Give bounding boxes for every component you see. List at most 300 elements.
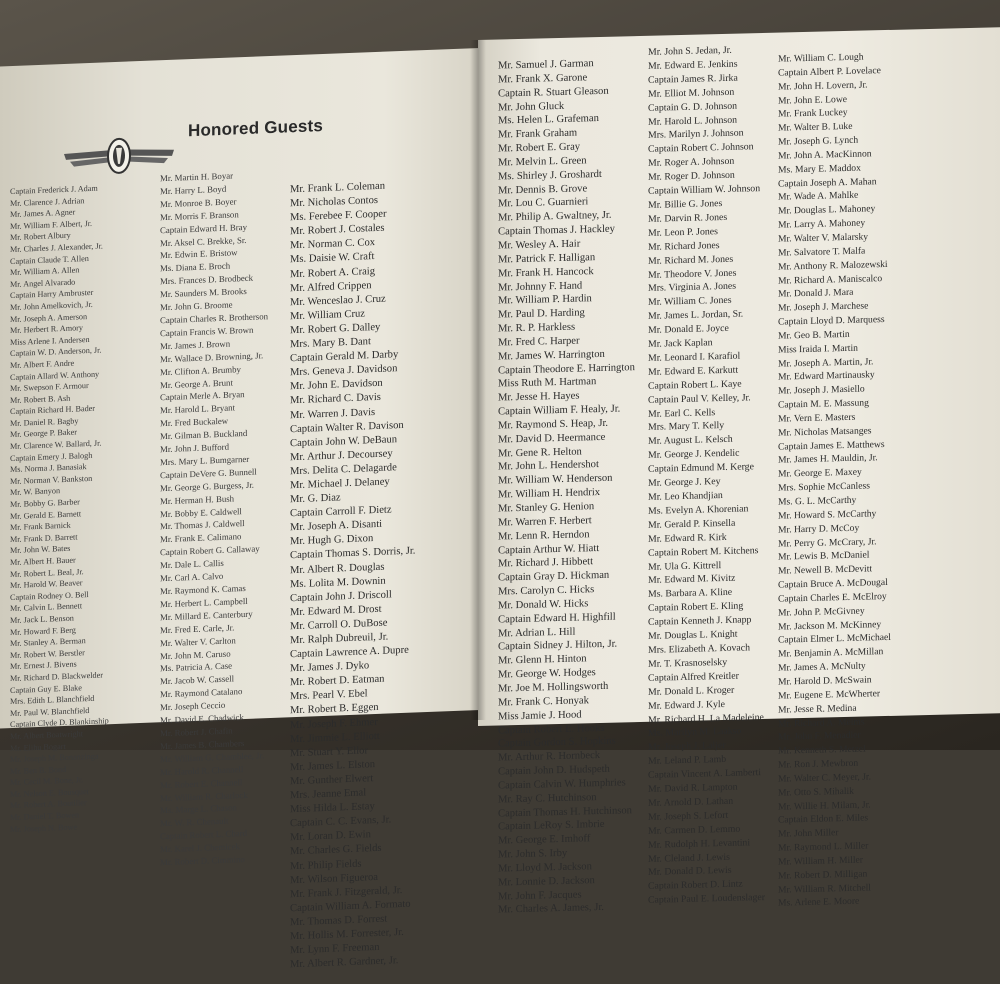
guest-name: Mr. Joseph J. Marchese bbox=[778, 300, 869, 314]
guest-name: Mr. Edward R. Kirk bbox=[648, 531, 727, 545]
guest-name: Mr. Richard M. Jones bbox=[648, 253, 734, 267]
guest-name: Mr. Leon P. Jones bbox=[648, 225, 718, 239]
guest-name: Mr. Howard F. Berg bbox=[10, 625, 76, 637]
guest-name: Mr. Fred C. Harper bbox=[498, 335, 580, 349]
guest-name: Mr. Robert B. Eggen bbox=[290, 702, 379, 717]
guest-name: Mr. Willie H. Milam, Jr. bbox=[778, 798, 871, 813]
guest-name: Mr. Harold W. Beaver bbox=[10, 578, 83, 591]
guest-name: Captain Merle A. Bryan bbox=[160, 389, 245, 403]
guest-name: Mr. Donald J. Mara bbox=[778, 287, 854, 301]
guest-name: Mr. Wilson Figueroa bbox=[290, 871, 378, 886]
guest-name: Captain Frederick J. Adam bbox=[10, 183, 98, 197]
guest-name: Miss Hilda L. Estay bbox=[290, 801, 375, 816]
guest-name: Mr. Stanley A. Berman bbox=[10, 636, 86, 649]
guest-name: Captain Robert C. Johnson bbox=[648, 141, 754, 156]
guest-name: Mr. Stanley G. Henion bbox=[498, 501, 595, 515]
guest-name: Mr. Raymond S. Heap, Jr. bbox=[498, 417, 609, 432]
guest-name: Mr. Richard J. Hibbett bbox=[498, 556, 594, 570]
guest-name: Mr. Joseph F. Ehmer bbox=[290, 716, 378, 731]
right-page bbox=[478, 27, 1000, 916]
guest-name: Mr. Albert F. Andre bbox=[10, 358, 75, 370]
guest-name: Mr. Melvin L. Green bbox=[498, 155, 587, 169]
guest-name: Mr. Martin H. Boyar bbox=[160, 170, 234, 184]
guest-name: Mr. Leo Khandjian bbox=[648, 490, 723, 503]
guest-name: Mr. Gunther Elwert bbox=[290, 773, 374, 788]
guest-name: Mr. George E. Imhoff bbox=[498, 833, 591, 847]
guest-name: Mr. Arthur R. Hornbeck bbox=[498, 750, 601, 764]
guest-name: Mr. Patrick F. Halligan bbox=[498, 251, 596, 266]
guest-name: Mr. Joseph Ceccio bbox=[160, 699, 226, 713]
guest-name: Miss Ruth M. Hartman bbox=[498, 376, 597, 390]
guest-name: Captain Rodney O. Bell bbox=[10, 589, 89, 602]
guest-name: Mr. Carmen D. Lemmo bbox=[648, 823, 741, 837]
guest-name: Mr. Joseph G. Lynch bbox=[778, 134, 859, 148]
guest-name: Captain John J. Driscoll bbox=[290, 589, 392, 605]
guest-name: Mr. Daniel R. Bagby bbox=[10, 416, 79, 428]
guest-name: Mr. Larry A. Mahoney bbox=[778, 217, 866, 231]
guest-name: Mr. Theodore V. Jones bbox=[648, 267, 737, 281]
guest-name: Mr. Charles J. Alexander, Jr. bbox=[10, 241, 103, 255]
guest-name: Captain DeVere G. Bunnell bbox=[160, 466, 257, 481]
guest-name: Captain Arthur W. Hiatt bbox=[498, 542, 600, 557]
guest-name: Mr. Robert G. Dalley bbox=[290, 321, 381, 337]
guest-name: Mr. Wallace D. Browning, Jr. bbox=[160, 350, 264, 364]
guest-name: Captain Bruce A. McDougal bbox=[778, 577, 888, 591]
guest-name: Mr. James H. Mauldin, Jr. bbox=[778, 452, 878, 467]
guest-name: Captain Lawrence A. Dupre bbox=[290, 644, 409, 661]
guest-name: Mr. George A. Brunt bbox=[160, 376, 233, 390]
guest-name: Captain Robert D. Lintz bbox=[648, 878, 743, 893]
guest-name: Mr. Monroe B. Boyer bbox=[160, 196, 237, 210]
guest-name: Mr. Robert A. Craig bbox=[290, 265, 376, 280]
guest-name: Mr. William C. Lough bbox=[778, 51, 864, 65]
guest-name: Mrs. Virginia A. Jones bbox=[648, 281, 737, 295]
guest-name: Mr. Jacob W. Cassell bbox=[160, 673, 235, 687]
guest-name: Captain Richard H. Bader bbox=[10, 404, 96, 417]
guest-name: Captain Thomas S. Dorris, Jr. bbox=[290, 545, 416, 562]
guest-name: Captain Sidney J. Hilton, Jr. bbox=[498, 639, 618, 653]
guest-name: Mr. Norman C. Cox bbox=[290, 237, 376, 252]
guest-name: Captain Robert E. Hooks bbox=[498, 722, 605, 737]
guest-name: Mr. Richard C. Davis bbox=[290, 392, 381, 407]
left-page bbox=[0, 48, 480, 971]
guest-name: Mr. John Miller bbox=[778, 827, 839, 840]
guest-name: Mr. Harold D. McSwain bbox=[778, 674, 872, 688]
guest-name: Ms. Barbara A. Kline bbox=[648, 587, 733, 601]
guest-name: Mr. Roger A. Johnson bbox=[648, 155, 735, 170]
guest-name: Mr. Roger D. Johnson bbox=[648, 169, 735, 184]
guest-name: Captain James R. Jirka bbox=[648, 72, 738, 86]
guest-name: Captain R. Stuart Gleason bbox=[498, 85, 609, 100]
guest-name: Mr. Richard A. Melms bbox=[778, 716, 865, 730]
guest-column-5 bbox=[648, 43, 765, 908]
guest-name: Mr. Gene R. Helton bbox=[498, 446, 582, 460]
guest-name: Captain Robert L. Kaye bbox=[648, 378, 742, 392]
guest-name: Ms. Norma J. Banasiak bbox=[10, 462, 87, 475]
guest-name: Mr. William H. Miller bbox=[778, 854, 863, 868]
guest-name: Mr. Michael J. Delaney bbox=[290, 476, 390, 492]
guest-name: Mr. Robert A. Boutilier bbox=[10, 798, 87, 811]
guest-name: Captain Carroll F. Dietz bbox=[290, 504, 392, 520]
guest-column-1 bbox=[10, 182, 109, 835]
guest-name: Mr. Leland P. Lamb bbox=[648, 754, 727, 768]
guest-name: Mr. Albert Boatwright bbox=[10, 729, 83, 741]
guest-name: Mr. Edward E. Jenkins bbox=[648, 58, 738, 72]
guest-name: Mrs. Delita C. Delagarde bbox=[290, 462, 397, 478]
guest-name: Mr. George G. Burgess, Jr. bbox=[160, 479, 254, 494]
guest-name: Mr. Ula G. Kittrell bbox=[648, 559, 722, 573]
guest-name: Mr. Thomas D. Forrest bbox=[290, 913, 388, 929]
guest-name: Mr. Vern E. Masters bbox=[778, 411, 856, 425]
guest-name: Mr. Newell B. McDevitt bbox=[778, 563, 873, 577]
guest-name: Mr. Bobby G. Barber bbox=[10, 497, 80, 510]
guest-name: Mr. Jackson M. McKinney bbox=[778, 618, 882, 633]
guest-name: Captain Lloyd D. Marquess bbox=[778, 314, 885, 328]
guest-name: Mr. John G. Broome bbox=[160, 299, 233, 313]
guest-name: Mr. Darvin R. Jones bbox=[648, 211, 728, 225]
guest-name: Mr. G. Diaz bbox=[290, 492, 341, 506]
guest-name: Captain Robert L. Chard bbox=[160, 828, 247, 842]
guest-name: Mr. Frank C. Honyak bbox=[498, 695, 589, 709]
guest-name: Mr. Eugene E. McWherter bbox=[778, 687, 881, 702]
guest-name: Mr. Albert H. Bauer bbox=[10, 555, 76, 568]
guest-name: Captain Calvin W. Humphries bbox=[498, 777, 626, 792]
guest-name: Mr. Cecil M. Bone, Jr. bbox=[10, 775, 84, 788]
guest-name: Mr. Lloyd M. Jackson bbox=[498, 861, 592, 875]
guest-name: Mr. David R. Lampton bbox=[648, 781, 738, 795]
guest-name: Mr. Robert J. Costales bbox=[290, 222, 385, 238]
guest-name: Mr. James W. Harrington bbox=[498, 348, 605, 363]
guest-name: Mr. Edward J. Kyle bbox=[648, 698, 726, 712]
guest-name: Mr. Jack Kaplan bbox=[648, 337, 713, 350]
guest-name: Mr. Albert R. Douglas bbox=[290, 561, 385, 576]
guest-name: Mr. Nelson E. Bousquet bbox=[10, 786, 89, 799]
guest-name: Mr. John F. Menadier bbox=[778, 729, 861, 744]
guest-name: Mr. William G. Chamblee, Jr. bbox=[160, 750, 265, 765]
guest-name: Captain Alfred Kreitler bbox=[648, 670, 739, 684]
guest-name: Ms. Lolita M. Downin bbox=[290, 575, 386, 590]
guest-name: Mr. John J. Bufford bbox=[160, 441, 229, 455]
guest-name: Ms. G. L. McCarthy bbox=[778, 494, 857, 508]
guest-name: Mr. Edward M. Drost bbox=[290, 603, 382, 619]
guest-name: Mr. James J. Brown bbox=[160, 338, 231, 352]
guest-name: Mr. Raymond L. Miller bbox=[778, 840, 869, 854]
guest-name: Mr. William C. Jones bbox=[648, 295, 732, 309]
guest-name: Mr. Elliot M. Johnson bbox=[648, 86, 735, 100]
guest-name: Mr. Wesley A. Hair bbox=[498, 238, 581, 252]
guest-name: Mr. Rudolph H. Levantini bbox=[648, 837, 751, 851]
guest-name: Mr. John F. Jacques bbox=[498, 889, 582, 903]
guest-name: Mr. Jesse H. Hayes bbox=[498, 390, 580, 404]
guest-name: Captain G. D. Johnson bbox=[648, 100, 737, 114]
guest-name: Mr. Clarence W. Ballard, Jr. bbox=[10, 438, 102, 452]
guest-name: Mr. Donald W. Hicks bbox=[498, 598, 589, 612]
guest-name: Mrs. Pearl V. Ebel bbox=[290, 688, 368, 703]
guest-name: Mr. Donald D. Lewis bbox=[648, 865, 732, 879]
guest-name: Mr. Kenneth S. Metzel bbox=[778, 743, 866, 757]
guest-name: Mr. Herbert L. Campbell bbox=[160, 595, 248, 610]
guest-name: Mr. Gerald E. Barnett bbox=[10, 508, 82, 521]
guest-name: Mr. Howard S. McCarthy bbox=[778, 508, 877, 522]
guest-name: Mr. W. R. Chenault bbox=[160, 815, 229, 829]
guest-name: Mr. Otto S. Mihalik bbox=[778, 785, 854, 799]
guest-name: Mr. Lenn R. Herndon bbox=[498, 528, 590, 543]
guest-name: Mr. Morris F. Branson bbox=[160, 208, 239, 223]
guest-name: Mr. James L. Jordan, Sr. bbox=[648, 308, 744, 323]
guest-name: Captain Charles R. Brotherson bbox=[160, 311, 268, 326]
guest-name: Mr. George P. Baker bbox=[10, 427, 77, 440]
page-title: Honored Guests bbox=[188, 116, 324, 141]
guest-name: Mr. Wenceslao J. Cruz bbox=[290, 293, 386, 309]
guest-name: Mr. John M. Caruso bbox=[160, 648, 231, 661]
guest-name: Mr. William P. Hardin bbox=[498, 293, 592, 307]
guest-name: Mr. Swepson F. Armour bbox=[10, 381, 89, 394]
guest-name: Mr. Frank H. Hancock bbox=[498, 265, 594, 280]
guest-name: Mr. Raymond K. Camas bbox=[160, 582, 246, 597]
guest-name: Captain Elmer L. McMichael bbox=[778, 632, 891, 647]
guest-name: Mr. George E. Maxey bbox=[778, 466, 862, 480]
guest-name: Captain Gordon S. Hopkins bbox=[498, 735, 616, 750]
guest-name: Mr. Warren J. Davis bbox=[290, 406, 376, 421]
guest-name: Mr. Harold L. Johnson bbox=[648, 114, 737, 128]
guest-name: Mr. William R. Charlock bbox=[160, 789, 248, 803]
guest-name: Mr. John S. Jedan, Jr. bbox=[648, 44, 732, 58]
guest-name: Captain Kenneth J. Knapp bbox=[648, 614, 752, 629]
guest-name: Mr. Angel Alvarado bbox=[10, 277, 76, 289]
guest-name: Mr. Leonard I. Karafiol bbox=[648, 350, 741, 364]
guest-name: Mr. William A. Allen bbox=[10, 265, 80, 278]
guest-name: Mr. Charles A. James, Jr. bbox=[498, 902, 604, 916]
guest-name: Mr. Robert D. Cimmino bbox=[160, 854, 245, 868]
guest-name: Mr. William W. Henderson bbox=[498, 473, 613, 487]
guest-name: Mr. John P. McGivney bbox=[778, 605, 865, 619]
guest-name: Mr. Lynn F. Freeman bbox=[290, 941, 380, 957]
guest-column-2 bbox=[160, 168, 268, 869]
guest-name: Captain Thomas J. Hackley bbox=[498, 223, 615, 238]
guest-name: Mr. Robert B. Ash bbox=[10, 393, 71, 405]
guest-name: Mr. Gerald P. Kinsella bbox=[648, 517, 736, 531]
guest-name: Mr. Nicholas Contos bbox=[290, 195, 378, 210]
guest-name: Captain Gray D. Hickman bbox=[498, 570, 610, 584]
guest-name: Captain Theodore E. Harrington bbox=[498, 361, 635, 377]
guest-name: Mr. John A. MacKinnon bbox=[778, 148, 872, 162]
guest-name: Mr. Philip A. Gwaltney, Jr. bbox=[498, 210, 612, 224]
guest-name: Mr. Robert D. Eatman bbox=[290, 673, 385, 689]
guest-name: Captain C. C. Evans, Jr. bbox=[290, 814, 392, 830]
guest-name: Mr. Joseph A. Disanti bbox=[290, 519, 383, 534]
guest-name: Mr. Albert R. Gardner, Jr. bbox=[290, 955, 399, 971]
guest-name: Mr. Billie G. Jones bbox=[648, 197, 723, 211]
guest-name: Mr. Donald L. Kroger bbox=[648, 684, 735, 698]
guest-name: Mr. Robert D. Milligan bbox=[778, 868, 868, 882]
guest-name: Mr. Harold L. Bryant bbox=[160, 402, 236, 416]
guest-name: Mr. George W. Hodges bbox=[498, 667, 596, 681]
guest-name: Mr. R. P. Harkless bbox=[498, 321, 576, 335]
guest-name: Mr. August L. Kelsch bbox=[648, 434, 733, 448]
guest-name: Mr. William Cruz bbox=[290, 308, 365, 323]
guest-name: Mr. Ben B. Bond bbox=[10, 764, 67, 776]
guest-name: Mr. Lou C. Guarnieri bbox=[498, 196, 589, 210]
guest-name: Mr. Geo B. Martin bbox=[778, 328, 850, 342]
guest-column-3 bbox=[290, 178, 415, 972]
guest-name: Captain William A. Formato bbox=[290, 898, 411, 915]
guest-name: Ms. Diana E. Broch bbox=[160, 260, 231, 274]
guest-name: Mr. George J. Key bbox=[648, 476, 721, 489]
guest-name: Captain Eldon E. Miles bbox=[778, 812, 869, 827]
guest-name: Mr. Fred Buckalew bbox=[160, 415, 229, 429]
guest-name: Mr. Norman V. Bankston bbox=[10, 473, 93, 486]
guest-name: Mr. David D. Heermance bbox=[498, 431, 606, 446]
guest-name: Mr. Walter C. Meyer, Jr. bbox=[778, 771, 871, 785]
guest-name: Mr. Walter V. Carlton bbox=[160, 635, 236, 648]
guest-name: Mr. Walter B. Luke bbox=[778, 121, 853, 134]
guest-name: Mr. Carroll O. DuBose bbox=[290, 617, 388, 633]
guest-name: Mr. Stuart Y. Ellor bbox=[290, 745, 368, 760]
guest-name: Captain Edward H. Bray bbox=[160, 221, 247, 235]
guest-name: Mr. Dennis B. Grove bbox=[498, 182, 588, 197]
guest-name: Mr. Elihu Bogart bbox=[10, 741, 66, 753]
guest-name: Mr. James A. McNulty bbox=[778, 660, 866, 674]
guest-name: Mr. Calvin L. Bennett bbox=[10, 601, 83, 614]
guest-name: Mr. Edward M. Kivitz bbox=[648, 573, 736, 587]
guest-name: Mr. John E. Lowe bbox=[778, 93, 848, 107]
guest-name: Mr. James L. Elston bbox=[290, 758, 376, 774]
guest-name: Mr. Frank E. Calimano bbox=[160, 531, 242, 545]
guest-name: Mr. Carl A. Calvo bbox=[160, 570, 224, 584]
guest-name: Mr. Johnny F. Hand bbox=[498, 279, 583, 294]
guest-name: Mr. Clifton A. Brumby bbox=[160, 363, 241, 377]
guest-name: Captain Edward H. Highfill bbox=[498, 611, 616, 626]
guest-name: Mr. Benjamin A. McMillan bbox=[778, 646, 884, 660]
guest-name: Mr. Bobby E. Caldwell bbox=[160, 505, 242, 519]
guest-name: Mr. William F. Albert, Jr. bbox=[10, 218, 93, 231]
guest-name: Mr. Cleland J. Lewis bbox=[648, 851, 730, 865]
guest-name: Mr. Richard A. Maniscalco bbox=[778, 272, 883, 287]
guest-name: Mr. Edward Martinausky bbox=[778, 369, 875, 384]
guest-name: Mr. W. Banyon bbox=[10, 486, 61, 498]
guest-name: Ms. Helen L. Grafeman bbox=[498, 113, 599, 127]
guest-name: Ms. Patricia A. Case bbox=[160, 660, 233, 674]
guest-name: Mr. Alfred Crippen bbox=[290, 279, 372, 294]
guest-name: Captain Paul V. Kelley, Jr. bbox=[648, 391, 751, 406]
guest-name: Mr. Adrian L. Hill bbox=[498, 626, 576, 640]
guest-name: Mr. Glenn H. Hinton bbox=[498, 653, 587, 667]
guest-name: Mr. Millard E. Canterbury bbox=[160, 608, 253, 623]
guest-name: Mr. Earl C. Kells bbox=[648, 406, 716, 420]
guest-name: Captain Clyde D. Blankinship bbox=[10, 716, 109, 730]
guest-name: Mr. Richard Jones bbox=[648, 239, 720, 253]
guest-name: Captain William W. Johnson bbox=[648, 183, 761, 197]
guest-name: Mr. Frank Barnick bbox=[10, 520, 71, 533]
guest-name: Captain Emery J. Balogh bbox=[10, 450, 93, 463]
guest-name: Mrs. Geneva J. Davidson bbox=[290, 363, 398, 379]
guest-name: Captain Allard W. Anthony bbox=[10, 369, 100, 382]
guest-name: Mr. Clarence J. Adrian bbox=[10, 195, 85, 208]
guest-name: Mr. Paul D. Harding bbox=[498, 307, 585, 321]
guest-name: Mr. Richard H. La Madeleine bbox=[648, 711, 764, 726]
guest-name: Mrs. Sophie McCanless bbox=[778, 480, 870, 494]
guest-name: Mr. Nicholas Matsanges bbox=[778, 425, 872, 439]
guest-name: Mr. William R. Mitchell bbox=[778, 882, 871, 896]
guest-name: Captain Charles E. McElroy bbox=[778, 590, 887, 605]
guest-name: Mr. Arnold D. Lathan bbox=[648, 795, 734, 809]
guest-name: Mr. T. Krasnoselsky bbox=[648, 656, 728, 670]
guest-name: Mr. William H. Hendrix bbox=[498, 487, 601, 501]
guest-name: Mr. Raymond Catalano bbox=[160, 686, 243, 700]
guest-name: Mr. Dale L. Callis bbox=[160, 558, 224, 571]
guest-name: Ms. Mary E. Maddox bbox=[778, 162, 861, 176]
guest-name: Captain Joseph A. Mahan bbox=[778, 175, 877, 190]
guest-name: Mr. Donald E. Joyce bbox=[648, 322, 729, 336]
guest-name: Mr. Joseph A. Amerson bbox=[10, 311, 88, 324]
guest-name: Mr. Ray C. Hutchinson bbox=[498, 791, 597, 806]
guest-name: Captain W. D. Anderson, Jr. bbox=[10, 345, 102, 359]
guest-name: Mr. Herbert R. Amory bbox=[10, 323, 83, 336]
guest-name: Mr. Loran D. Ewin bbox=[290, 829, 371, 844]
guest-name: Mr. James J. Dyko bbox=[290, 660, 370, 675]
guest-column-6 bbox=[778, 50, 891, 911]
guest-name: Captain Thomas H. Hutchinson bbox=[498, 804, 632, 820]
guest-name: Mr. Herman H. Bush bbox=[160, 493, 235, 506]
guest-name: Mr. Richard D. Blackwelder bbox=[10, 670, 103, 683]
guest-name: Mr. Perry G. McCrary, Jr. bbox=[778, 535, 877, 550]
guest-name: Mr. Jack L. Benson bbox=[10, 613, 74, 626]
guest-name: Mr. Anthony R. Malozewski bbox=[778, 258, 888, 273]
guest-name: Mr. Thomas J. Caldwell bbox=[160, 518, 245, 532]
guest-name: Mr. Gilman B. Buckland bbox=[160, 428, 248, 442]
guest-name: Mr. Joseph A. Martin, Jr. bbox=[778, 355, 874, 370]
guest-name: Mr. Frank D. Barrett bbox=[10, 532, 78, 544]
guest-name: Captain Edmund M. Kerge bbox=[648, 461, 754, 476]
guest-name: Mr. David E. Chadwick bbox=[160, 712, 244, 726]
guest-name: Mr. Harold R. Channell bbox=[160, 763, 244, 777]
guest-name: Mr. Joseph N. Bowe bbox=[10, 822, 78, 834]
guest-name: Mr. Karel J. Chemicek bbox=[160, 841, 240, 855]
guest-name: Mr. Lewis B. McDaniel bbox=[778, 549, 870, 564]
guest-name: Mr. Robert E. Gray bbox=[498, 141, 581, 155]
guest-name: Mr. Ralph Dubreuil, Jr. bbox=[290, 631, 389, 647]
guest-column-4 bbox=[498, 56, 635, 918]
guest-name: Mr. Ernest J. Bivens bbox=[10, 659, 77, 672]
guest-name: Mr. Douglas L. Knight bbox=[648, 628, 738, 642]
guest-name: Mr. Salvatore T. Malfa bbox=[778, 245, 866, 259]
guest-name: Mr. Harry D. McCoy bbox=[778, 522, 860, 536]
guest-name: Mr. Jimmie L. Elliott bbox=[290, 730, 380, 745]
guest-name: Mrs. Mary L. Bumgarner bbox=[160, 453, 250, 468]
guest-name: Mr. James A. Agner bbox=[10, 207, 76, 220]
guest-name: Mrs. Elizabeth A. Kovach bbox=[648, 642, 751, 656]
guest-name: Mr. Charles G. Fields bbox=[290, 843, 382, 858]
guest-name: Mr. Samuel J. Garman bbox=[498, 58, 594, 72]
guest-name: Captain Gerald M. Darby bbox=[290, 349, 399, 365]
guest-name: Mr. Ron J. Mewbron bbox=[778, 757, 859, 771]
guest-name: Captain Guy E. Blake bbox=[10, 682, 82, 695]
guest-name: Captain Albert P. Lovelace bbox=[778, 64, 881, 79]
guest-name: Mr. Frank Luckey bbox=[778, 107, 848, 121]
guest-name: Mr. John H. Lovern, Jr. bbox=[778, 79, 868, 93]
guest-name: Mr. Hugh G. Dixon bbox=[290, 533, 374, 548]
guest-name: Mr. Joseph M. Bonanzinga bbox=[10, 751, 99, 765]
guest-name: Mr. Edward E. Karkutt bbox=[648, 364, 739, 378]
guest-name: Mr. Fred E. Carle, Jr. bbox=[160, 622, 235, 636]
guest-name: Mr. Joseph S. Lefort bbox=[648, 809, 729, 823]
guest-name: Miss Arlene I. Andersen bbox=[10, 334, 90, 347]
guest-name: Captain Robert E. Kling bbox=[648, 600, 744, 615]
guest-name: Ms. Evelyn A. Khorenian bbox=[648, 503, 749, 517]
guest-name: Mrs. Marilyn J. Johnson bbox=[648, 127, 744, 142]
guest-name: Mrs. Mary T. Kelly bbox=[648, 420, 725, 434]
guest-name: Mr. Robert W. Berstler bbox=[10, 647, 85, 660]
